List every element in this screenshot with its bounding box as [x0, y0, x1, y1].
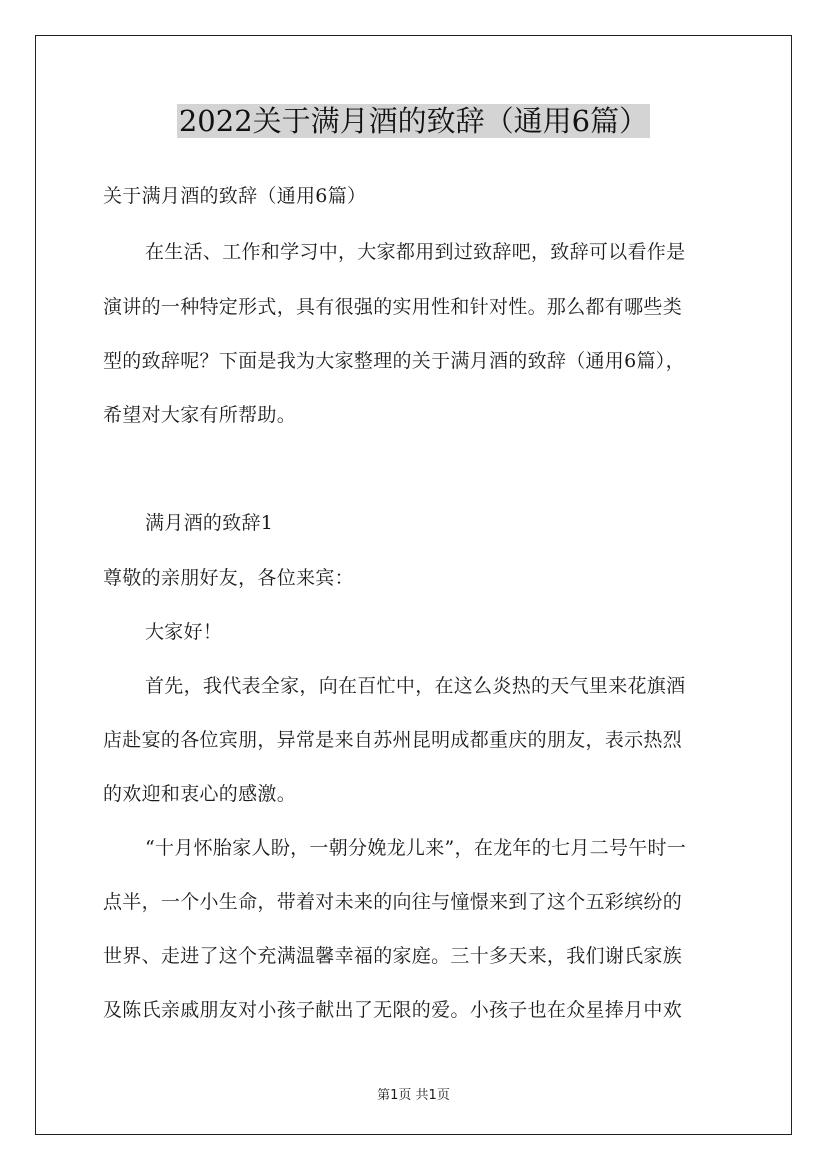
- document-title-wrapper: [0, 100, 827, 142]
- paragraph-line: 大家好！: [145, 621, 223, 643]
- paragraph-line: 世界、走进了这个充满温馨幸福的家庭。三十多天来，我们谢氏家族: [103, 945, 683, 967]
- paragraph-line: 在生活、工作和学习中，大家都用到过致辞吧，致辞可以看作是: [145, 241, 686, 263]
- paragraph-line: 型的致辞呢？下面是我为大家整理的关于满月酒的致辞（通用6篇），: [103, 350, 685, 372]
- paragraph-line: “十月怀胎家人盼，一朝分娩龙儿来”，在龙年的七月二号午时一: [145, 837, 687, 859]
- paragraph-line: 及陈氏亲戚朋友对小孩子献出了无限的爱。小孩子也在众星捧月中欢: [103, 999, 683, 1021]
- paragraph-line: 的欢迎和衷心的感激。: [103, 783, 297, 805]
- subtitle-line: 关于满月酒的致辞（通用6篇）: [103, 185, 367, 207]
- paragraph-line: 点半，一个小生命，带着对未来的向往与憧憬来到了这个五彩缤纷的: [103, 891, 683, 913]
- page-footer: 第1页 共1页: [377, 1088, 450, 1103]
- document-title: 2022关于满月酒的致辞（通用6篇）: [178, 104, 649, 138]
- paragraph-line: 演讲的一种特定形式，具有很强的实用性和针对性。那么都有哪些类: [103, 296, 683, 318]
- paragraph-line: 希望对大家有所帮助。: [103, 404, 297, 426]
- paragraph-line: 尊敬的亲朋好友，各位来宾：: [103, 567, 354, 589]
- section-heading: 满月酒的致辞1: [145, 512, 274, 534]
- paragraph-line: 首先，我代表全家，向在百忙中，在这么炎热的天气里来花旗酒: [145, 675, 686, 697]
- paragraph-line: 店赴宴的各位宾朋，异常是来自苏州昆明成都重庆的朋友，表示热烈: [103, 729, 683, 751]
